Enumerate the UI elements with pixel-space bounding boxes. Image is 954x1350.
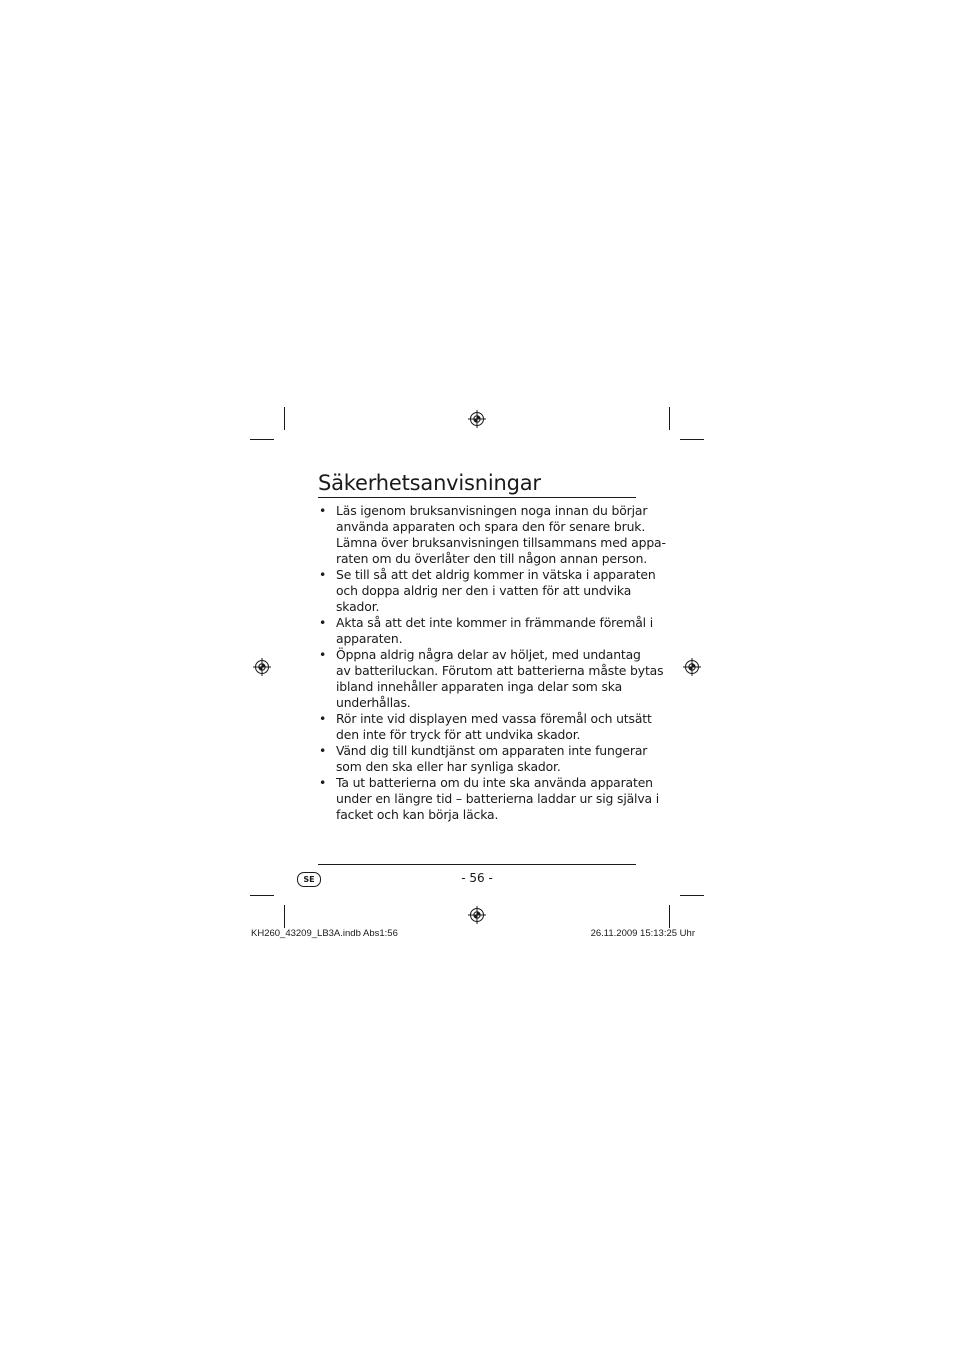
list-item xyxy=(318,615,654,647)
bullet-point: • xyxy=(319,567,327,582)
list-item-line: Akta så att det inte kommer in främmande föremål i xyxy=(336,615,654,630)
registration-mark-icon xyxy=(468,906,486,924)
list-item-line: Rör inte vid displayen med vassa föremål och utsätt xyxy=(336,711,652,726)
language-badge: SE xyxy=(297,872,321,887)
crop-mark-top-left-horizontal xyxy=(250,439,274,440)
crop-mark-top-right-vertical xyxy=(669,407,670,430)
bullet-point: • xyxy=(319,711,327,726)
title-divider xyxy=(318,497,636,498)
list-item xyxy=(318,743,648,775)
list-item xyxy=(318,711,652,743)
safety-instructions-list xyxy=(318,503,666,823)
list-item-line: under en längre tid – batterierna laddar ur sig själva i xyxy=(336,791,660,806)
bullet-point: • xyxy=(319,503,327,518)
bullet-point: • xyxy=(319,647,327,662)
list-item-line: ibland innehåller apparaten inga delar som ska xyxy=(336,679,623,694)
list-item-line: skador. xyxy=(336,599,380,614)
crop-mark-bottom-right-horizontal xyxy=(680,895,704,896)
list-item-line: Lämna över bruksanvisningen tillsammans med appa- xyxy=(336,535,666,550)
footer-divider xyxy=(318,864,636,865)
crop-mark-bottom-left-vertical xyxy=(284,905,285,928)
page-title: Säkerhetsanvisningar xyxy=(318,471,541,495)
list-item-line: Öppna aldrig några delar av höljet, med undantag xyxy=(336,647,641,662)
page-number: - 56 - xyxy=(461,871,493,885)
list-item-line: som den ska eller har synliga skador. xyxy=(336,759,561,774)
registration-mark-icon xyxy=(683,658,701,676)
crop-mark-top-right-horizontal xyxy=(680,439,704,440)
list-item-line: använda apparaten och spara den för senare bruk. xyxy=(336,519,646,534)
list-item-line: apparaten. xyxy=(336,631,403,646)
list-item-line: Ta ut batterierna om du inte ska använda apparaten xyxy=(336,775,653,790)
list-item-line: Vänd dig till kundtjänst om apparaten inte fungerar xyxy=(336,743,648,758)
registration-mark-icon xyxy=(253,658,271,676)
list-item-line: underhållas. xyxy=(336,695,411,710)
list-item-line: Se till så att det aldrig kommer in vätska i apparaten xyxy=(336,567,656,582)
crop-mark-top-left-vertical xyxy=(284,407,285,430)
list-item-line: Läs igenom bruksanvisningen noga innan du börjar xyxy=(336,503,648,518)
list-item xyxy=(318,775,660,823)
list-item-line: facket och kan börja läcka. xyxy=(336,807,499,822)
bullet-point: • xyxy=(319,775,327,790)
list-item-line: av batteriluckan. Förutom att batterierna måste bytas xyxy=(336,663,664,678)
crop-mark-bottom-left-horizontal xyxy=(250,895,274,896)
list-item xyxy=(318,567,656,615)
print-slug-file: KH260_43209_LB3A.indb Abs1:56 xyxy=(251,928,398,939)
bullet-point: • xyxy=(319,615,327,630)
registration-mark-icon xyxy=(468,410,486,428)
list-item xyxy=(318,647,664,711)
list-item-line: raten om du överlåter den till någon annan person. xyxy=(336,551,648,566)
crop-mark-bottom-right-vertical xyxy=(669,905,670,928)
list-item-line: och doppa aldrig ner den i vatten för att undvika xyxy=(336,583,632,598)
bullet-point: • xyxy=(319,743,327,758)
list-item xyxy=(318,503,666,567)
print-slug-timestamp: 26.11.2009 15:13:25 Uhr xyxy=(590,928,695,939)
list-item-line: den inte för tryck för att undvika skador. xyxy=(336,727,581,742)
